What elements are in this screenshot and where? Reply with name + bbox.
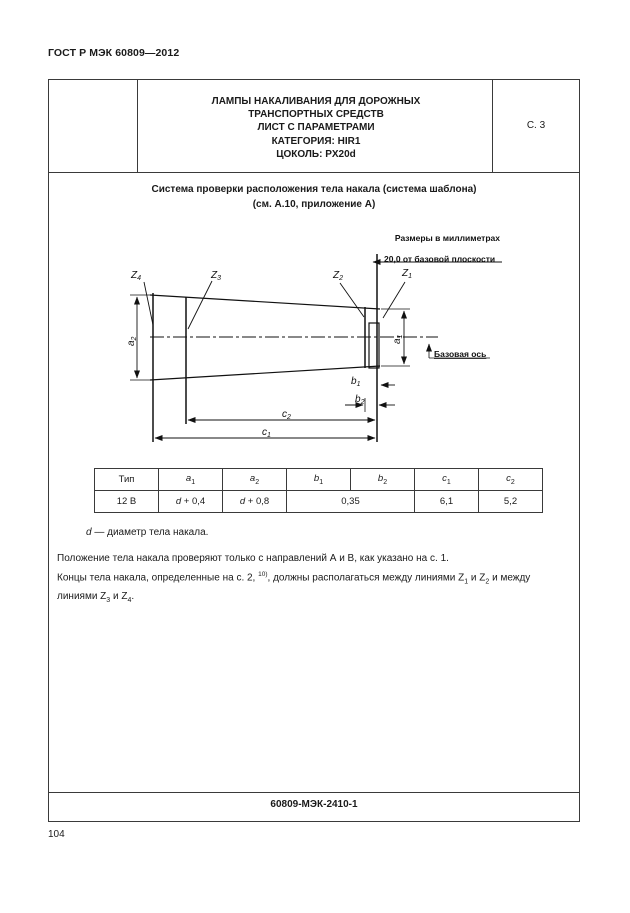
z3-leader — [188, 281, 212, 329]
z4-label: $Z_4$ — [131, 270, 142, 282]
header-cell: $c_2$ — [479, 469, 543, 491]
header-cell: $b_2$ — [351, 469, 415, 491]
table-row — [95, 491, 543, 513]
cell-type: 12 В — [95, 491, 159, 513]
title-line: КАТЕГОРИЯ: HIR1 — [271, 135, 361, 147]
cell-a1: d + 0,4 — [159, 491, 223, 513]
d1-label: $a_1$ — [392, 334, 404, 344]
base-axis-label: Базовая ось — [434, 349, 487, 359]
cell-a2: d + 0,8 — [223, 491, 287, 513]
d2-label: $a_2$ — [126, 336, 138, 346]
parameters-table — [94, 468, 543, 513]
z1-label: $Z_1$ — [402, 268, 413, 280]
table-header-row — [95, 469, 543, 491]
cell-c1: 6,1 — [415, 491, 479, 513]
z2-leader — [340, 283, 364, 317]
z2-label: $Z_2$ — [333, 270, 344, 282]
header-cell: $a_2$ — [223, 469, 287, 491]
c2-label: $c_2$ — [282, 409, 291, 421]
section-title-line1: Система проверки расположения тела накала (система шаблона) — [151, 184, 477, 195]
sheet-number: С. 3 — [526, 120, 546, 131]
header-cell: Тип — [95, 469, 159, 491]
b2-label: $b_2$ — [355, 394, 365, 406]
c1-label: $c_1$ — [262, 427, 271, 439]
header-cell: $c_1$ — [415, 469, 479, 491]
z1-leader — [383, 282, 405, 318]
note-line-1: Положение тела накала проверяют только с направлений А и В, как указано на с. 1. — [57, 553, 449, 564]
title-line: ТРАНСПОРТНЫХ СРЕДСТВ — [248, 109, 384, 121]
body-bottom-edge — [150, 366, 380, 380]
cell-c2: 5,2 — [479, 491, 543, 513]
title-line: ЛИСТ С ПАРАМЕТРАМИ — [257, 122, 375, 134]
b1-label: $b_1$ — [351, 376, 361, 388]
units-note: Размеры в миллиметрах — [394, 233, 500, 243]
z4-leader — [144, 282, 153, 325]
header-cell: $a_1$ — [159, 469, 223, 491]
base-plane-label: 20,0 от базовой плоскости — [384, 254, 496, 264]
document-header: ГОСТ Р МЭК 60809—2012 — [48, 47, 180, 59]
title-line: ЦОКОЛЬ: PX20d — [276, 148, 356, 160]
footer-code: 60809-МЭК-2410-1 — [270, 799, 358, 810]
notes-paragraph — [57, 551, 577, 609]
body-top-edge — [150, 295, 380, 309]
z3-label: $Z_3$ — [211, 270, 222, 282]
header-cell: $b_1$ — [287, 469, 351, 491]
section-title-line2: (см. А.10, приложение А) — [252, 198, 376, 210]
title-line: ЛАМПЫ НАКАЛИВАНИЯ ДЛЯ ДОРОЖНЫХ — [211, 96, 421, 107]
page-number: 104 — [48, 829, 65, 840]
note-line-2: Концы тела накала, определенные на с. 2, $^{10)}$, должны располагаться между линиями $Z_1$ и $Z_2$ и между — [57, 570, 531, 585]
d-definition: d — диаметр тела накала. — [86, 527, 209, 538]
footer-rule — [48, 792, 580, 793]
cell-b: 0,35 — [287, 491, 415, 513]
note-line-3: линиями $Z_3$ и $Z_4$. — [57, 591, 135, 605]
